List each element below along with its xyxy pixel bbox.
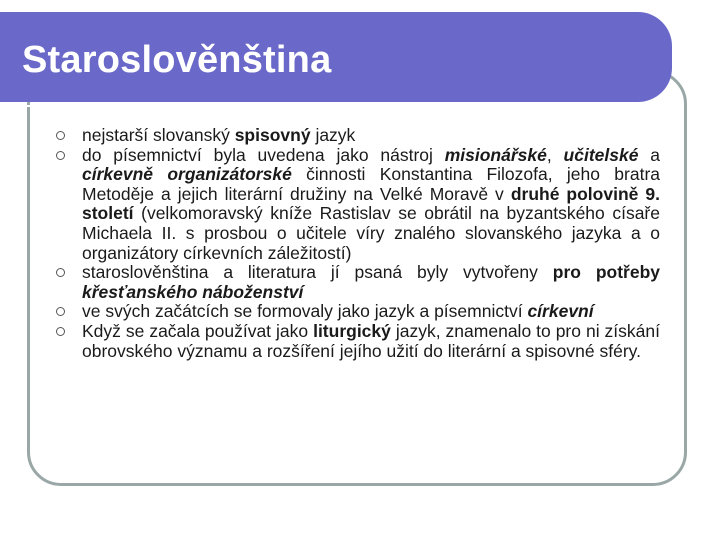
- slide-content: [56, 126, 660, 361]
- circle-bullet-icon: [56, 131, 65, 140]
- slide-title: Staroslověnština: [22, 39, 332, 81]
- circle-bullet-icon: [56, 307, 65, 316]
- circle-bullet-icon: [56, 268, 65, 277]
- bullet-list: [56, 126, 660, 361]
- bullet-item-5: Když se začala používat jako liturgický jazyk, znamenalo to pro ni získání obrovského významu a rozšíření jejího užití do literární a spisovné sféry.: [56, 322, 660, 361]
- circle-bullet-icon: [56, 327, 65, 336]
- bullet-item-1: nejstarší slovanský spisovný jazyk: [56, 126, 660, 146]
- circle-bullet-icon: [56, 151, 65, 160]
- bullet-item-4: ve svých začátcích se formovaly jako jazyk a písemnictví církevní: [56, 302, 660, 322]
- bullet-item-2: do písemnictví byla uvedena jako nástroj misionářské, učitelské a církevně organizátorské činnosti Konstantina Filozofa, jeho bratra Metoděje a jejich literární družiny na Velké Moravě v druhé polovině 9. století (velkomoravský kníže Rastislav se obrátil na byzantského císaře Michaela II. s prosbou o učitele víry znalého slovanského jazyka a o organizátory církevních záležitostí): [56, 146, 660, 264]
- bullet-item-3: staroslověnština a literatura jí psaná byly vytvořeny pro potřeby křesťanského náboženství: [56, 263, 660, 302]
- title-bar: [0, 12, 672, 102]
- title-underline: [22, 105, 640, 107]
